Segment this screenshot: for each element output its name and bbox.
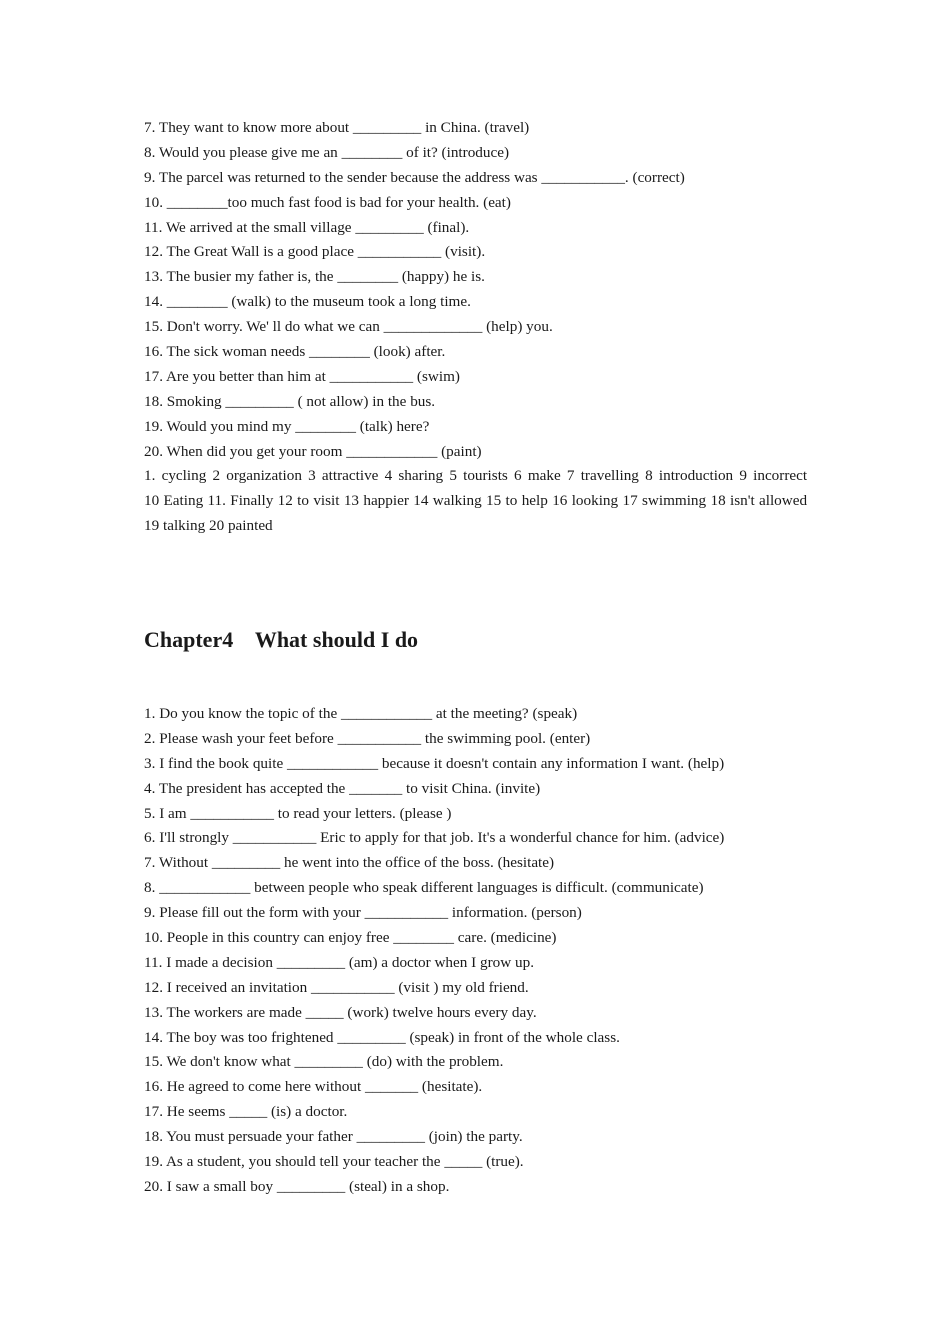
answer-item: 11. Finally (207, 492, 274, 510)
answer-item: 3 attractive (308, 467, 379, 485)
exercise-item: 4. The president has accepted the _______ to visit China. (invite) (144, 779, 541, 797)
document-page (144, 116, 808, 1195)
answer-item: 15 to help (486, 492, 548, 510)
exercise-item: 11. We arrived at the small village _________ (final). (144, 218, 470, 236)
answer-item: 9 incorrect (739, 467, 808, 485)
exercise-item: 15. We don't know what _________ (do) with the problem. (144, 1053, 504, 1071)
answer-item: 2 organization (212, 467, 302, 485)
exercise-item: 7. Without _________ he went into the office of the boss. (hesitate) (144, 854, 555, 872)
answer-item: 8 introduction (645, 467, 734, 485)
exercise-item: 10. People in this country can enjoy free ________ care. (medicine) (144, 929, 557, 947)
answer-item: 18 isn't allowed (710, 492, 808, 510)
exercise-item: 17. Are you better than him at ___________ (swim) (144, 367, 460, 385)
exercise-item: 3. I find the book quite ____________ because it doesn't contain any information I want. (help) (144, 754, 725, 772)
answer-item: 6 make (514, 467, 561, 485)
exercise-item: 8. Would you please give me an ________ of it? (introduce) (144, 143, 510, 161)
exercise-item: 16. He agreed to come here without _______ (hesitate). (144, 1078, 483, 1096)
answer-item: 1. cycling (144, 467, 207, 485)
exercise-item: 12. The Great Wall is a good place ___________ (visit). (144, 243, 486, 261)
answer-item: 13 happier (343, 492, 409, 510)
exercise-item: 19. Would you mind my ________ (talk) here? (144, 417, 430, 435)
exercise-item: 20. I saw a small boy _________ (steal) in a shop. (144, 1177, 450, 1195)
answer-item: 12 to visit (277, 492, 340, 510)
exercise-list-section2 (144, 702, 807, 1200)
exercise-item: 12. I received an invitation ___________ (visit ) my old friend. (144, 978, 529, 996)
exercise-item: 2. Please wash your feet before ___________ the swimming pool. (enter) (144, 729, 591, 747)
exercise-item: 18. Smoking _________ ( not allow) in the bus. (144, 392, 436, 410)
exercise-item: 7. They want to know more about _________ in China. (travel) (144, 119, 530, 136)
exercise-item: 19. As a student, you should tell your teacher the _____ (true). (144, 1153, 524, 1171)
exercise-item: 9. Please fill out the form with your ___________ information. (person) (144, 904, 582, 922)
answer-item: 5 tourists (449, 467, 508, 485)
exercise-item: 14. The boy was too frightened _________ (speak) in front of the whole class. (144, 1028, 620, 1046)
answer-item: 16 looking (552, 492, 619, 510)
exercise-item: 13. The busier my father is, the ________ (happy) he is. (144, 268, 485, 286)
exercise-item: 20. When did you get your room ____________ (paint) (144, 442, 482, 460)
exercise-item: 17. He seems _____ (is) a doctor. (144, 1103, 348, 1121)
exercise-item: 10. ________too much fast food is bad for your health. (eat) (144, 193, 511, 211)
answer-item: 10 Eating (144, 492, 204, 510)
exercise-item: 15. Don't worry. We' ll do what we can _____________ (help) you. (144, 318, 553, 336)
exercise-item: 11. I made a decision _________ (am) a doctor when I grow up. (144, 953, 534, 971)
exercise-item: 5. I am ___________ to read your letters. (please ) (144, 804, 452, 822)
chapter-title: Chapter4 What should I do (144, 627, 419, 652)
exercise-item: 1. Do you know the topic of the ____________ at the meeting? (speak) (144, 705, 578, 722)
answer-item: 19 talking (144, 517, 206, 535)
answer-item: 17 swimming (622, 492, 707, 510)
answer-item: 7 travelling (566, 467, 639, 485)
answer-key (144, 464, 807, 539)
exercise-item: 8. ____________ between people who speak different languages is difficult. (communicate) (144, 879, 704, 897)
exercise-item: 16. The sick woman needs ________ (look) after. (144, 343, 446, 361)
exercise-item: 13. The workers are made _____ (work) twelve hours every day. (144, 1003, 537, 1021)
exercise-list-section1 (144, 116, 807, 464)
answer-item: 4 sharing (384, 467, 444, 485)
exercise-item: 6. I'll strongly ___________ Eric to apply for that job. It's a wonderful chance for him. (advice) (144, 829, 725, 847)
exercise-item: 9. The parcel was returned to the sender because the address was ___________. (correct) (144, 168, 685, 186)
answer-item: 20 painted (208, 517, 273, 535)
exercise-item: 14. ________ (walk) to the museum took a long time. (144, 293, 471, 311)
exercise-item: 18. You must persuade your father _________ (join) the party. (144, 1128, 523, 1146)
answer-item: 14 walking (413, 492, 482, 510)
